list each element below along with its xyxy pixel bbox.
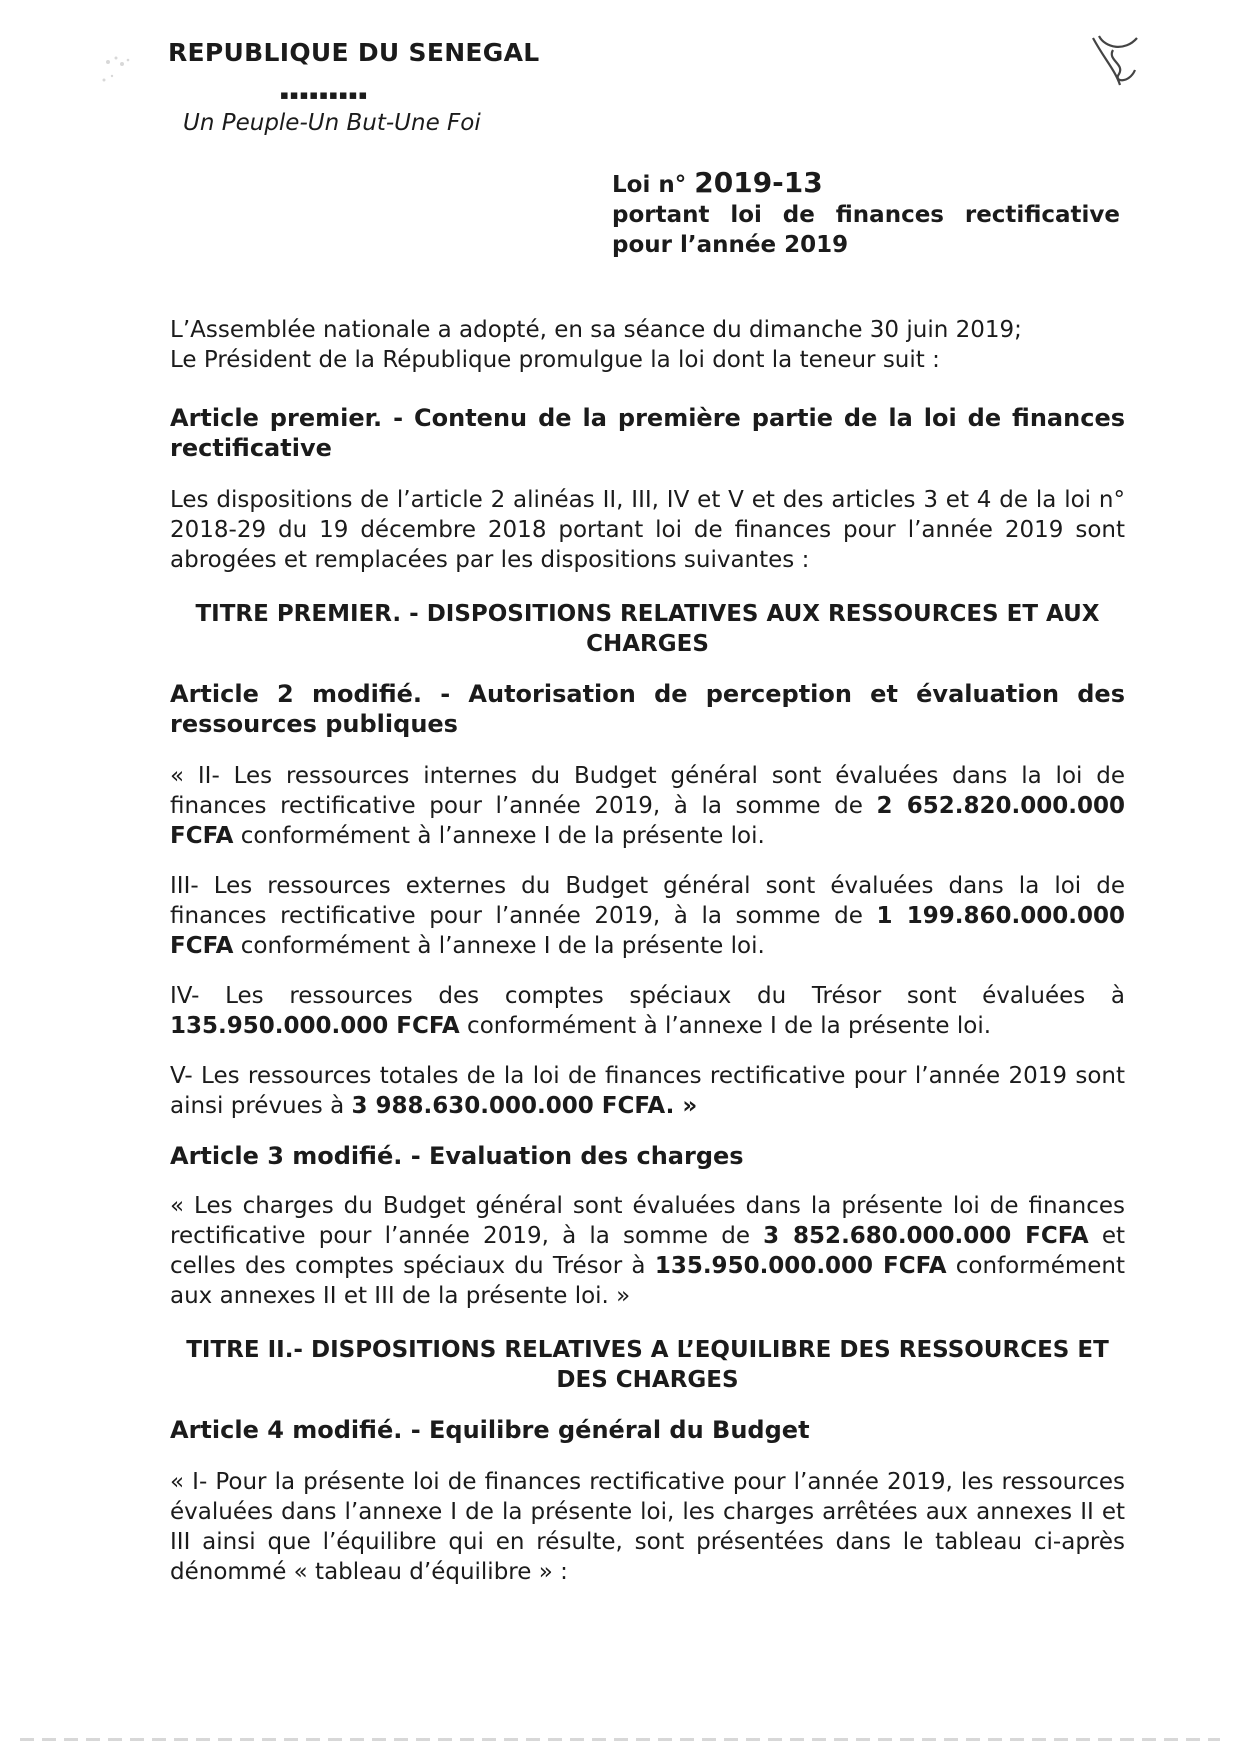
preamble-line-2: Le Président de la République promulgue la loi dont la teneur suit :: [170, 347, 940, 373]
titre-premier-heading: TITRE PREMIER. - DISPOSITIONS RELATIVES AUX RESSOURCES ET AUX CHARGES: [195, 601, 1100, 657]
article-2-iii-end: conformément à l’annexe I de la présente loi.: [240, 933, 765, 959]
article-3-heading: Article 3 modifié. - Evaluation des charges: [170, 1142, 744, 1170]
article-2-paragraph-iii: [170, 871, 1125, 961]
article-2-iv-end: conformément à l’annexe I de la présente loi.: [467, 1013, 992, 1039]
document-body: [170, 315, 1125, 1587]
article-2-iii-amount: 1 199.860.000.000 FCFA: [170, 903, 1126, 959]
article-2-iv-text: IV- Les ressources des comptes spéciaux du Trésor sont évaluées à: [170, 983, 1125, 1009]
law-title-line-1: portant loi de finances rectificative: [612, 202, 1120, 228]
article-2-iv-amount: 135.950.000.000 FCFA: [170, 1013, 460, 1039]
article-4-heading: Article 4 modifié. - Equilibre général du Budget: [170, 1416, 810, 1444]
law-number-line: [612, 168, 1120, 200]
article-3-text-a: « Les charges du Budget général sont évaluées dans la présente loi de finances rectificative pour l’année 2019, à la somme de: [170, 1193, 1125, 1249]
article-3-paragraph: [170, 1191, 1125, 1311]
article-2-ii-amount: 2 652.820.000.000 FCFA: [170, 793, 1126, 849]
article-2-iii-text: III- Les ressources externes du Budget général sont évaluées dans la loi de finances rectificative pour l’année 2019, à la somme de: [170, 873, 1125, 929]
article-2-v-amount: 3 988.630.000.000 FCFA. »: [351, 1093, 698, 1119]
law-title-block: [612, 168, 1120, 260]
article-2-v-text: V- Les ressources totales de la loi de finances rectificative pour l’année 2019 sont ainsi prévues à: [170, 1063, 1125, 1119]
preamble-line-1: L’Assemblée nationale a adopté, en sa séance du dimanche 30 juin 2019;: [170, 317, 1022, 343]
law-number: 2019-13: [694, 166, 823, 199]
article-2-paragraph-v: [170, 1061, 1125, 1121]
article-3-text-c: conformément aux annexes II et III de la présente loi. »: [170, 1253, 1126, 1309]
article-3-text-b: et celles des comptes spéciaux du Trésor à: [170, 1223, 1126, 1279]
article-2-ii-text: « II- Les ressources internes du Budget général sont évaluées dans la loi de finances rectificative pour l’année 2019, à la somme de: [170, 763, 1125, 819]
scan-bottom-edge: [20, 1738, 1220, 1741]
article-3-amount-b: 135.950.000.000 FCFA: [654, 1253, 947, 1279]
country-name: REPUBLIQUE DU SENEGAL: [168, 38, 540, 67]
article-1-text: Les dispositions de l’article 2 alinéas II, III, IV et V et des articles 3 et 4 de la loi n° 2018-29 du 19 décembre 2018 portant loi de finances pour l’année 2019 sont abrogées et remplacées par les dispositions suivantes :: [170, 487, 1125, 573]
national-motto: Un Peuple-Un But-Une Foi: [183, 110, 481, 136]
article-1-heading: Article premier. - Contenu de la première partie de la loi de finances rectificative: [170, 404, 1125, 462]
initials-signature-icon: [1085, 30, 1145, 90]
article-2-paragraph-ii: [170, 761, 1125, 851]
article-2-ii-end: conformément à l’annexe I de la présente loi.: [240, 823, 765, 849]
article-2-heading: Article 2 modifié. - Autorisation de perception et évaluation des ressources publiques: [170, 680, 1125, 738]
article-2-paragraph-iv: [170, 981, 1125, 1041]
law-title-line-2: pour l’année 2019: [612, 232, 849, 258]
article-3-amount-a: 3 852.680.000.000 FCFA: [763, 1223, 1089, 1249]
titre-ii-heading: TITRE II.- DISPOSITIONS RELATIVES A L’EQUILIBRE DES RESSOURCES ET DES CHARGES: [186, 1337, 1109, 1393]
header-separator: ▪▪▪▪▪▪▪▪▪: [280, 88, 369, 103]
scan-smudge-icon: [98, 50, 158, 110]
law-number-prefix: Loi n°: [612, 172, 687, 198]
article-4-text: « I- Pour la présente loi de finances rectificative pour l’année 2019, les ressources évaluées dans l’annexe I de la présente loi, les charges arrêtées aux annexes II et III ainsi que l’équilibre qui en résulte, sont présentées dans le tableau ci-après dénommé « tableau d’équilibre » :: [170, 1469, 1125, 1585]
